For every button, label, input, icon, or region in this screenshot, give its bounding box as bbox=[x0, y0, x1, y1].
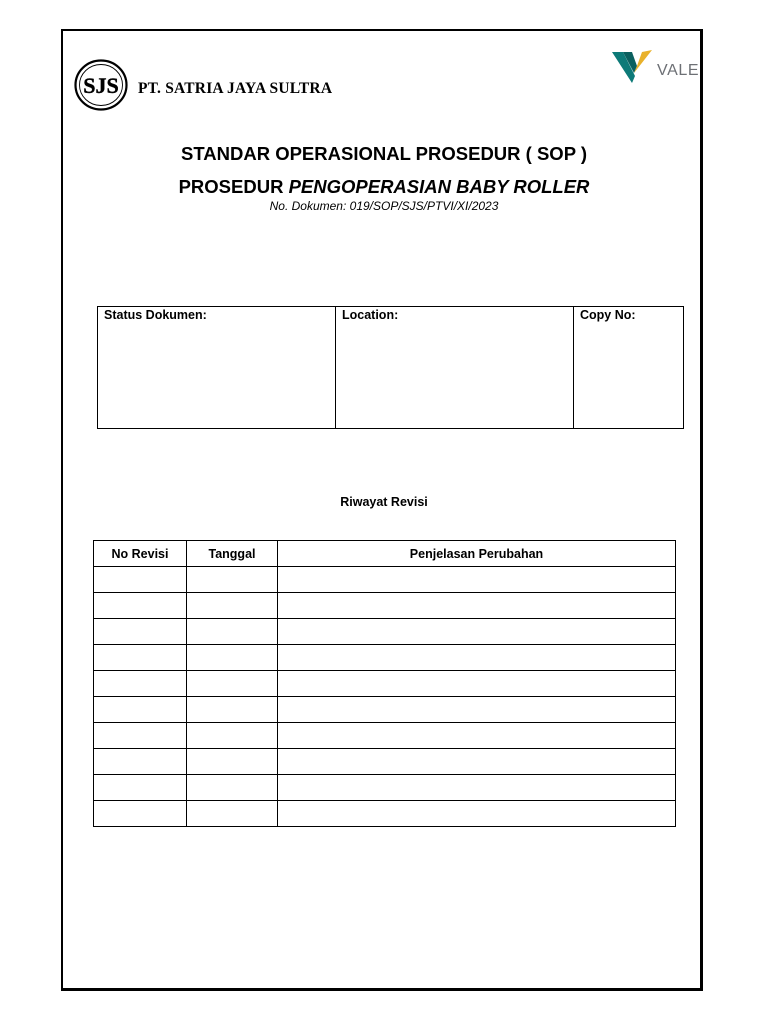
status-dokumen-cell bbox=[98, 307, 336, 429]
table-row bbox=[94, 645, 676, 671]
table-row bbox=[94, 671, 676, 697]
table-cell bbox=[187, 567, 278, 593]
table-cell bbox=[278, 723, 676, 749]
table-cell bbox=[278, 593, 676, 619]
table-cell bbox=[278, 619, 676, 645]
table-row bbox=[94, 775, 676, 801]
table-cell bbox=[94, 645, 187, 671]
page-frame bbox=[61, 29, 703, 991]
table-cell bbox=[278, 801, 676, 827]
table-cell bbox=[278, 567, 676, 593]
table-cell bbox=[94, 671, 187, 697]
column-header-penjelasan: Penjelasan Perubahan bbox=[278, 541, 676, 567]
revision-header-row bbox=[94, 541, 676, 567]
table-row bbox=[94, 801, 676, 827]
table-cell bbox=[94, 593, 187, 619]
status-table bbox=[97, 306, 684, 429]
copy-no-label: Copy No: bbox=[580, 308, 636, 322]
table-cell bbox=[94, 567, 187, 593]
document-title: STANDAR OPERASIONAL PROSEDUR ( SOP ) bbox=[180, 143, 587, 164]
table-cell bbox=[94, 697, 187, 723]
table-row bbox=[94, 593, 676, 619]
procedure-title-prefix: PROSEDUR bbox=[178, 176, 289, 197]
document-number: No. Dokumen: 019/SOP/SJS/PTVI/XI/2023 bbox=[269, 199, 499, 213]
column-header-no-revisi: No Revisi bbox=[94, 541, 187, 567]
table-cell bbox=[278, 671, 676, 697]
sjs-logo-text: SJS bbox=[83, 73, 119, 98]
procedure-title bbox=[0, 176, 768, 198]
table-row bbox=[94, 749, 676, 775]
table-cell bbox=[187, 775, 278, 801]
table-cell bbox=[94, 619, 187, 645]
table-cell bbox=[187, 593, 278, 619]
table-cell bbox=[187, 645, 278, 671]
table-cell bbox=[187, 723, 278, 749]
table-cell bbox=[187, 749, 278, 775]
procedure-title-name: PENGOPERASIAN BABY ROLLER bbox=[288, 176, 590, 197]
table-cell bbox=[278, 775, 676, 801]
table-cell bbox=[187, 801, 278, 827]
table-cell bbox=[187, 697, 278, 723]
table-cell bbox=[94, 723, 187, 749]
table-row bbox=[94, 619, 676, 645]
table-row bbox=[94, 697, 676, 723]
table-row bbox=[94, 723, 676, 749]
company-name: PT. SATRIA JAYA SULTRA bbox=[138, 80, 333, 97]
revision-history-title: Riwayat Revisi bbox=[340, 495, 428, 509]
copy-no-cell bbox=[574, 307, 684, 429]
table-cell bbox=[187, 619, 278, 645]
column-header-tanggal: Tanggal bbox=[187, 541, 278, 567]
table-cell bbox=[94, 749, 187, 775]
vale-logo-text: VALE bbox=[657, 62, 700, 79]
table-cell bbox=[278, 645, 676, 671]
revision-table bbox=[93, 540, 676, 827]
table-cell bbox=[187, 671, 278, 697]
table-row bbox=[94, 567, 676, 593]
table-cell bbox=[94, 801, 187, 827]
table-cell bbox=[278, 697, 676, 723]
status-dokumen-label: Status Dokumen: bbox=[104, 308, 207, 322]
location-label: Location: bbox=[342, 308, 399, 322]
sjs-logo bbox=[74, 59, 128, 111]
location-cell bbox=[336, 307, 574, 429]
table-cell bbox=[278, 749, 676, 775]
vale-logo-icon bbox=[612, 46, 652, 84]
table-cell bbox=[94, 775, 187, 801]
revision-table-body bbox=[94, 567, 676, 827]
